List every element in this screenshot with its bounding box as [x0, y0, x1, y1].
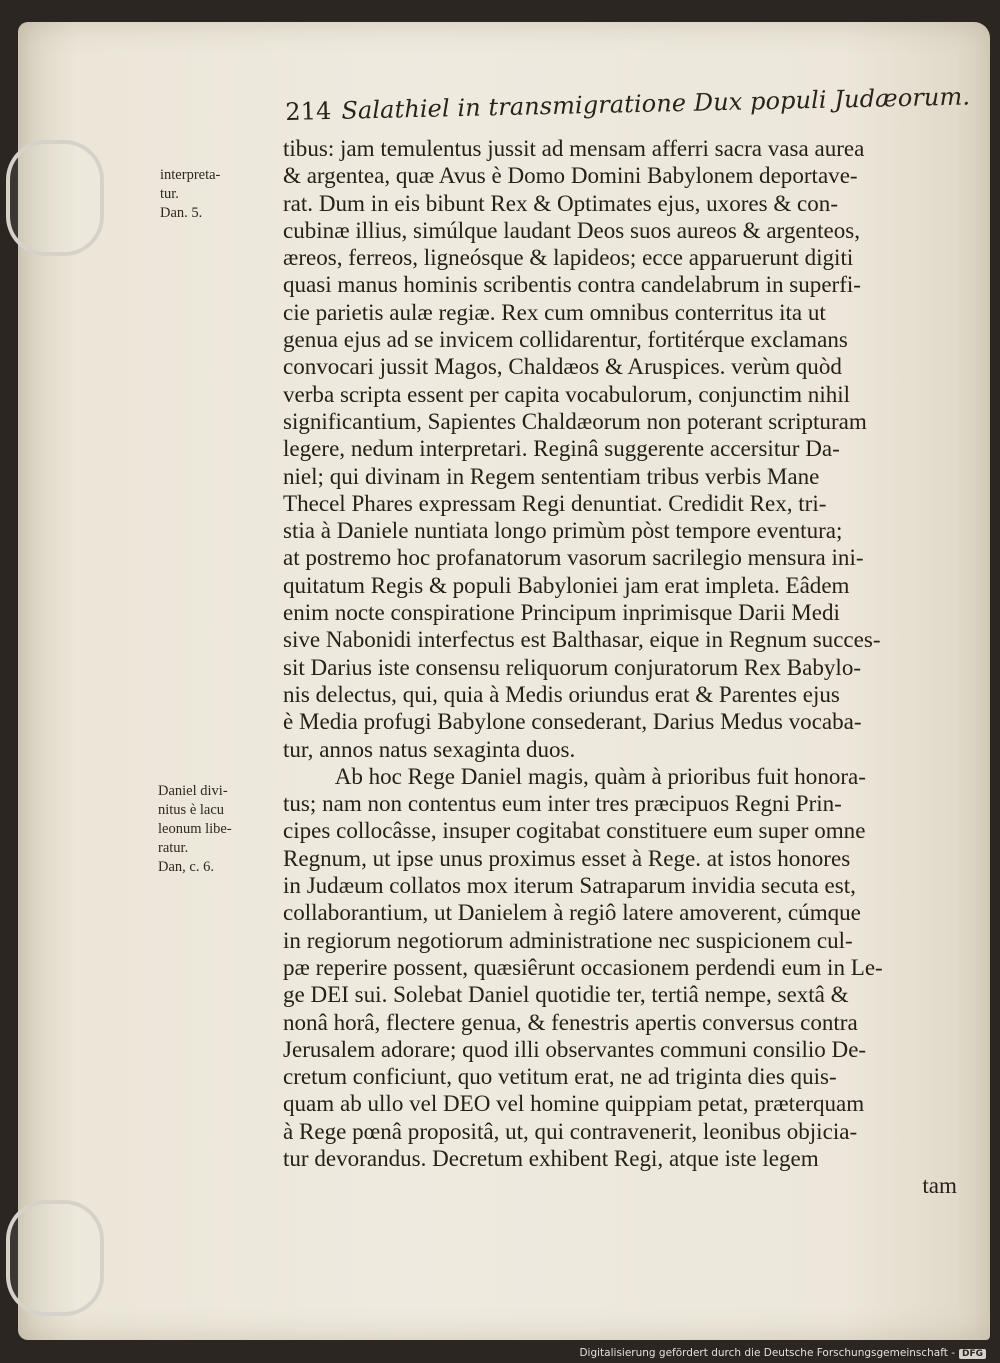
margin-note-line: Dan, c. 6.: [158, 859, 214, 875]
text-line: & argentea, quæ Avus è Domo Domini Babylonem deportave-: [283, 163, 858, 190]
text-line: Regnum, ut ipse unus proximus esset à Rege. at istos honores: [283, 845, 851, 872]
margin-note-line: Daniel divi-: [158, 783, 228, 799]
dfg-logo: DFG: [959, 1349, 986, 1359]
text-line: rat. Dum in eis bibunt Rex & Optimates ejus, uxores & con-: [283, 190, 839, 217]
text-line: quam ab ullo vel DEO vel homine quippiam petat, præterquam: [283, 1091, 865, 1118]
text-line: pæ reperire possent, quæsiêrunt occasionem perdendi eum in Le-: [283, 954, 883, 981]
margin-note-line: leonum libe-: [158, 821, 232, 837]
text-line: quitatum Regis & populi Babyloniei jam erat impleta. Eâdem: [283, 572, 850, 599]
page-number: 214: [285, 96, 332, 126]
text-line: à Rege pœnâ propositâ, ut, qui contravenerit, leonibus objicia-: [283, 1118, 858, 1145]
text-line: cubinæ illius, simúlque laudant Deos suos aureos & argenteos,: [283, 217, 860, 244]
margin-note-line: nitus è lacu: [158, 802, 225, 818]
text-line: in Judæum collatos mox iterum Satraparum invidia secuta est,: [283, 873, 856, 900]
margin-note-daniel-liberatur: [158, 782, 278, 877]
text-line: nis delectus, qui, quia à Medis oriundus erat & Parentes ejus: [283, 681, 840, 708]
page-clip-top: [6, 140, 104, 256]
text-line: in regiorum negotiorum administratione nec suspicionem cul-: [283, 927, 853, 954]
text-line: Jerusalem adorare; quod illi observantes communi consilio De-: [283, 1036, 867, 1063]
text-line: nonâ horâ, flectere genua, & fenestris apertis conversus contra: [283, 1009, 858, 1036]
page-clip-bottom: [6, 1200, 104, 1316]
text-line: sit Darius iste consensu reliquorum conjuratorum Rex Babylo-: [283, 654, 862, 681]
margin-note-interpretatur: [160, 166, 280, 223]
text-line: genua ejus ad se invicem collidarentur, fortitérque exclamans: [283, 327, 848, 354]
text-line: significantium, Sapientes Chaldæorum non poterant scripturam: [283, 408, 867, 435]
text-line: quasi manus hominis scribentis contra candelabrum in superfi-: [283, 272, 861, 299]
text-line: sive Nabonidi interfectus est Balthasar, eique in Regnum succes-: [283, 627, 881, 654]
text-line: convocari jussit Magos, Chaldæos & Aruspices. verùm quòd: [283, 354, 842, 381]
text-line: tur, annos natus sexaginta duos.: [283, 736, 576, 763]
text-line: cipes collocâsse, insuper cogitabat constituere eum super omne: [283, 818, 866, 845]
text-line: Ab hoc Rege Daniel magis, quàm à prioribus fuit honora-: [334, 763, 866, 790]
footer-text: Digitalisierung gefördert durch die Deutsche Forschungsgemeinschaft -: [579, 1347, 955, 1359]
margin-note-line: ratur.: [158, 840, 189, 856]
text-line: è Media profugi Babylone consederant, Darius Medus vocaba-: [283, 709, 862, 736]
text-line: legere, nedum interpretari. Reginâ suggerente accersitur Da-: [283, 436, 840, 463]
digitization-footer: [579, 1347, 986, 1359]
running-head-title: Salathiel in transmigratione Dux populi Judæorum.: [341, 82, 971, 125]
margin-note-line: tur.: [160, 186, 179, 202]
text-line: Thecel Phares expressam Regi denuntiat. Credidit Rex, tri-: [283, 490, 827, 517]
text-line: verba scripta essent per capita vocabulorum, conjunctim nihil: [283, 381, 851, 408]
margin-note-line: Dan. 5.: [160, 205, 203, 221]
text-line: at postremo hoc profanatorum vasorum sacrilegio mensura ini-: [283, 545, 864, 572]
text-line: tibus: jam temulentus jussit ad mensam afferri sacra vasa aurea: [283, 136, 865, 162]
text-line: cie parietis aulæ regiæ. Rex cum omnibus conterritus ita ut: [283, 299, 826, 326]
text-line: enim nocte conspiratione Principum inprimisque Darii Medi: [283, 600, 840, 627]
text-line: ge DEI sui. Solebat Daniel quotidie ter, tertiâ nempe, sextâ &: [283, 982, 849, 1009]
margin-note-line: interpreta-: [160, 167, 221, 183]
body-text: [283, 136, 973, 1201]
text-line: tur devorandus. Decretum exhibent Regi, atque iste legem: [283, 1145, 819, 1172]
text-line: cretum conficiunt, quo vetitum erat, ne ad triginta dies quis-: [283, 1064, 837, 1091]
text-line: niel; qui divinam in Regem sententiam tribus verbis Mane: [283, 463, 820, 490]
text-line: æreos, ferreos, ligneósque & lapideos; ecce apparuerunt digiti: [283, 245, 854, 272]
text-line: tus; nam non contentus eum inter tres præcipuos Regni Prin-: [283, 791, 842, 818]
catchword: tam: [922, 1173, 957, 1200]
text-line: stia à Daniele nuntiata longo primùm pòst tempore eventura;: [283, 518, 843, 545]
text-line: collaborantium, ut Danielem à regiô latere amoverent, cúmque: [283, 900, 861, 927]
